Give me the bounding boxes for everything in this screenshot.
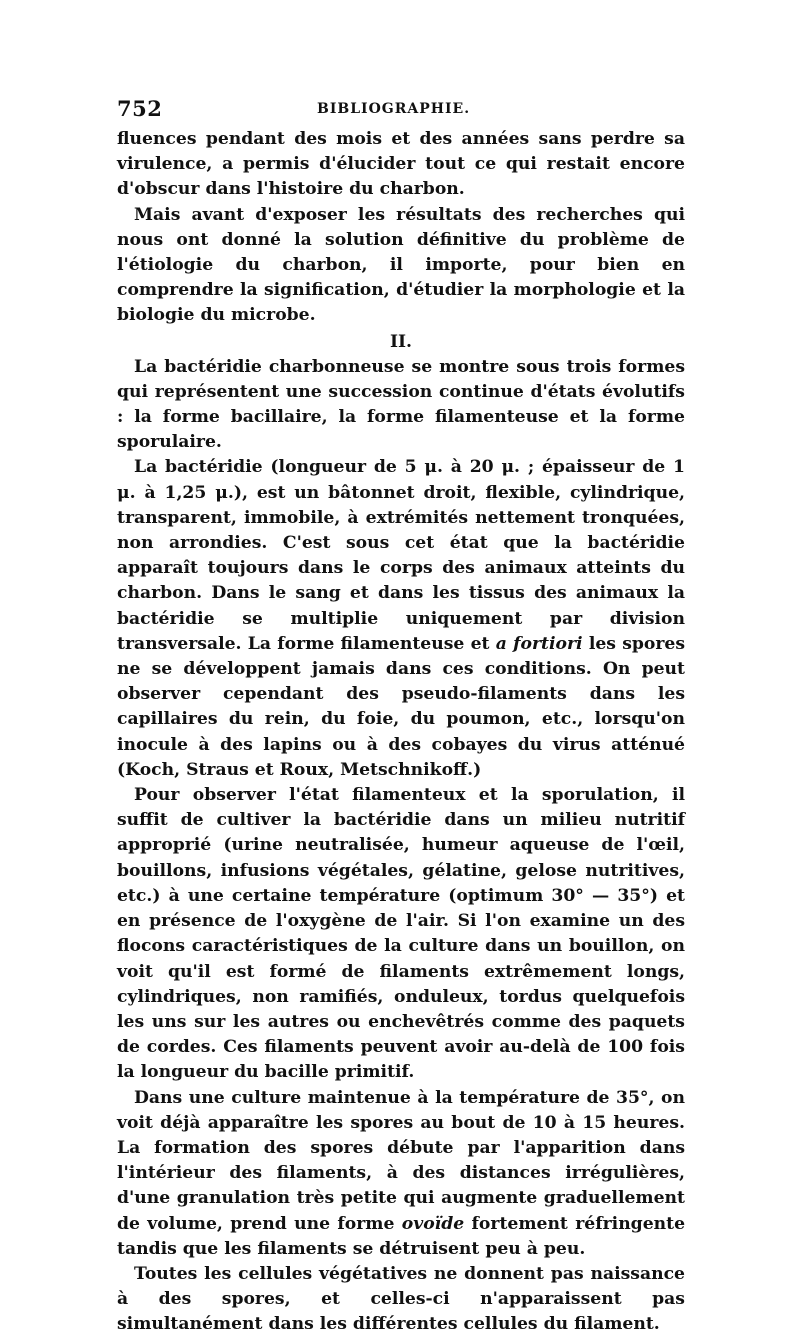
paragraph-3: La bactéridie charbonneuse se montre sous trois formes qui représentent une succession continue d'états évolutifs : la forme bacillaire, la forme filamenteuse et la forme sporulaire. — [117, 356, 685, 453]
paragraph-1: fluences pendant des mois et des années sans perdre sa virulence, a permis d'élucider tout ce qui restait encore d'obscur dans l'histoire du charbon. — [117, 129, 685, 200]
paragraph-6-part-b: fortement réfringente tandis que les filaments se détruisent peu à peu. — [117, 1213, 686, 1259]
running-head: BIBLIOGRAPHIE. — [317, 101, 471, 117]
section-heading: II. — [389, 331, 413, 352]
paragraph-6-italic: ovoïde — [401, 1213, 465, 1234]
page-number: 752 — [117, 96, 163, 121]
paragraph-6-part-a: Dans une culture maintenue à la température de 35°, on voit déjà apparaître les spores au bout de 10 à 15 heures. La formation des spores débute par l'apparition dans l'intérieur des filaments, à des distances irrégulières, d'une granulation très petite qui augmente graduellement de volume, prend une forme — [117, 1087, 685, 1234]
page-header — [117, 96, 685, 126]
paragraph-2: Mais avant d'exposer les résultats des recherches qui nous ont donné la solution définitive du problème de l'étiologie du charbon, il importe, pour bien en comprendre la signification, d'étudier la morphologie et la biologie du microbe. — [117, 204, 685, 326]
paragraph-4-part-b: les spores ne se développent jamais dans ces conditions. On peut observer cependant des pseudo-filaments dans les capillaires du rein, du foie, du poumon, etc., lorsqu'on inocule à des lapins ou à des cobayes du virus atténué (Koch, Straus et Roux, Metschnikoff.) — [117, 633, 686, 780]
paragraph-6 — [117, 1086, 685, 1262]
paragraph-4-part-a: La bactéridie (longueur de 5 μ. à 20 μ. ; épaisseur de 1 μ. à 1,25 μ.), est un bâtonnet droit, flexible, cylindrique, transparent, immobile, à extrémités nettement tronquées, non arrondies. C'est sous cet état que la bactéridie apparaît toujours dans le corps des animaux atteints du charbon. Dans le sang et dans les tissus des animaux la bactéridie se multiplie uniquement par division transversale. La forme filamenteuse et — [117, 457, 685, 654]
paragraph-5: Pour observer l'état filamenteux et la sporulation, il suffit de cultiver la bactéridie dans un milieu nutritif approprié (urine neutralisée, humeur aqueuse de l'œil, bouillons, infusions végétales, gélatine, gelose nutritives, etc.) à une certaine température (optimum 30° — 35°) et en présence de l'oxygène de l'air. Si l'on examine un des flocons caractéristiques de la culture dans un bouillon, on voit qu'il est formé de filaments extrêmement longs, cylindriques, non ramifiés, onduleux, tordus quelquefois les uns sur les autres ou enchevêtrés comme des paquets de cordes. Ces filaments peuvent avoir au-delà de 100 fois la longueur du bacille primitif. — [117, 785, 685, 1083]
body-text — [117, 127, 685, 1338]
paragraph-4 — [117, 455, 685, 783]
paragraph-4-italic: a fortiori — [495, 633, 583, 654]
paragraph-7: Toutes les cellules végétatives ne donnent pas naissance à des spores, et celles-ci n'apparaissent pas simultanément dans les différentes cellules du filament. — [117, 1263, 685, 1335]
